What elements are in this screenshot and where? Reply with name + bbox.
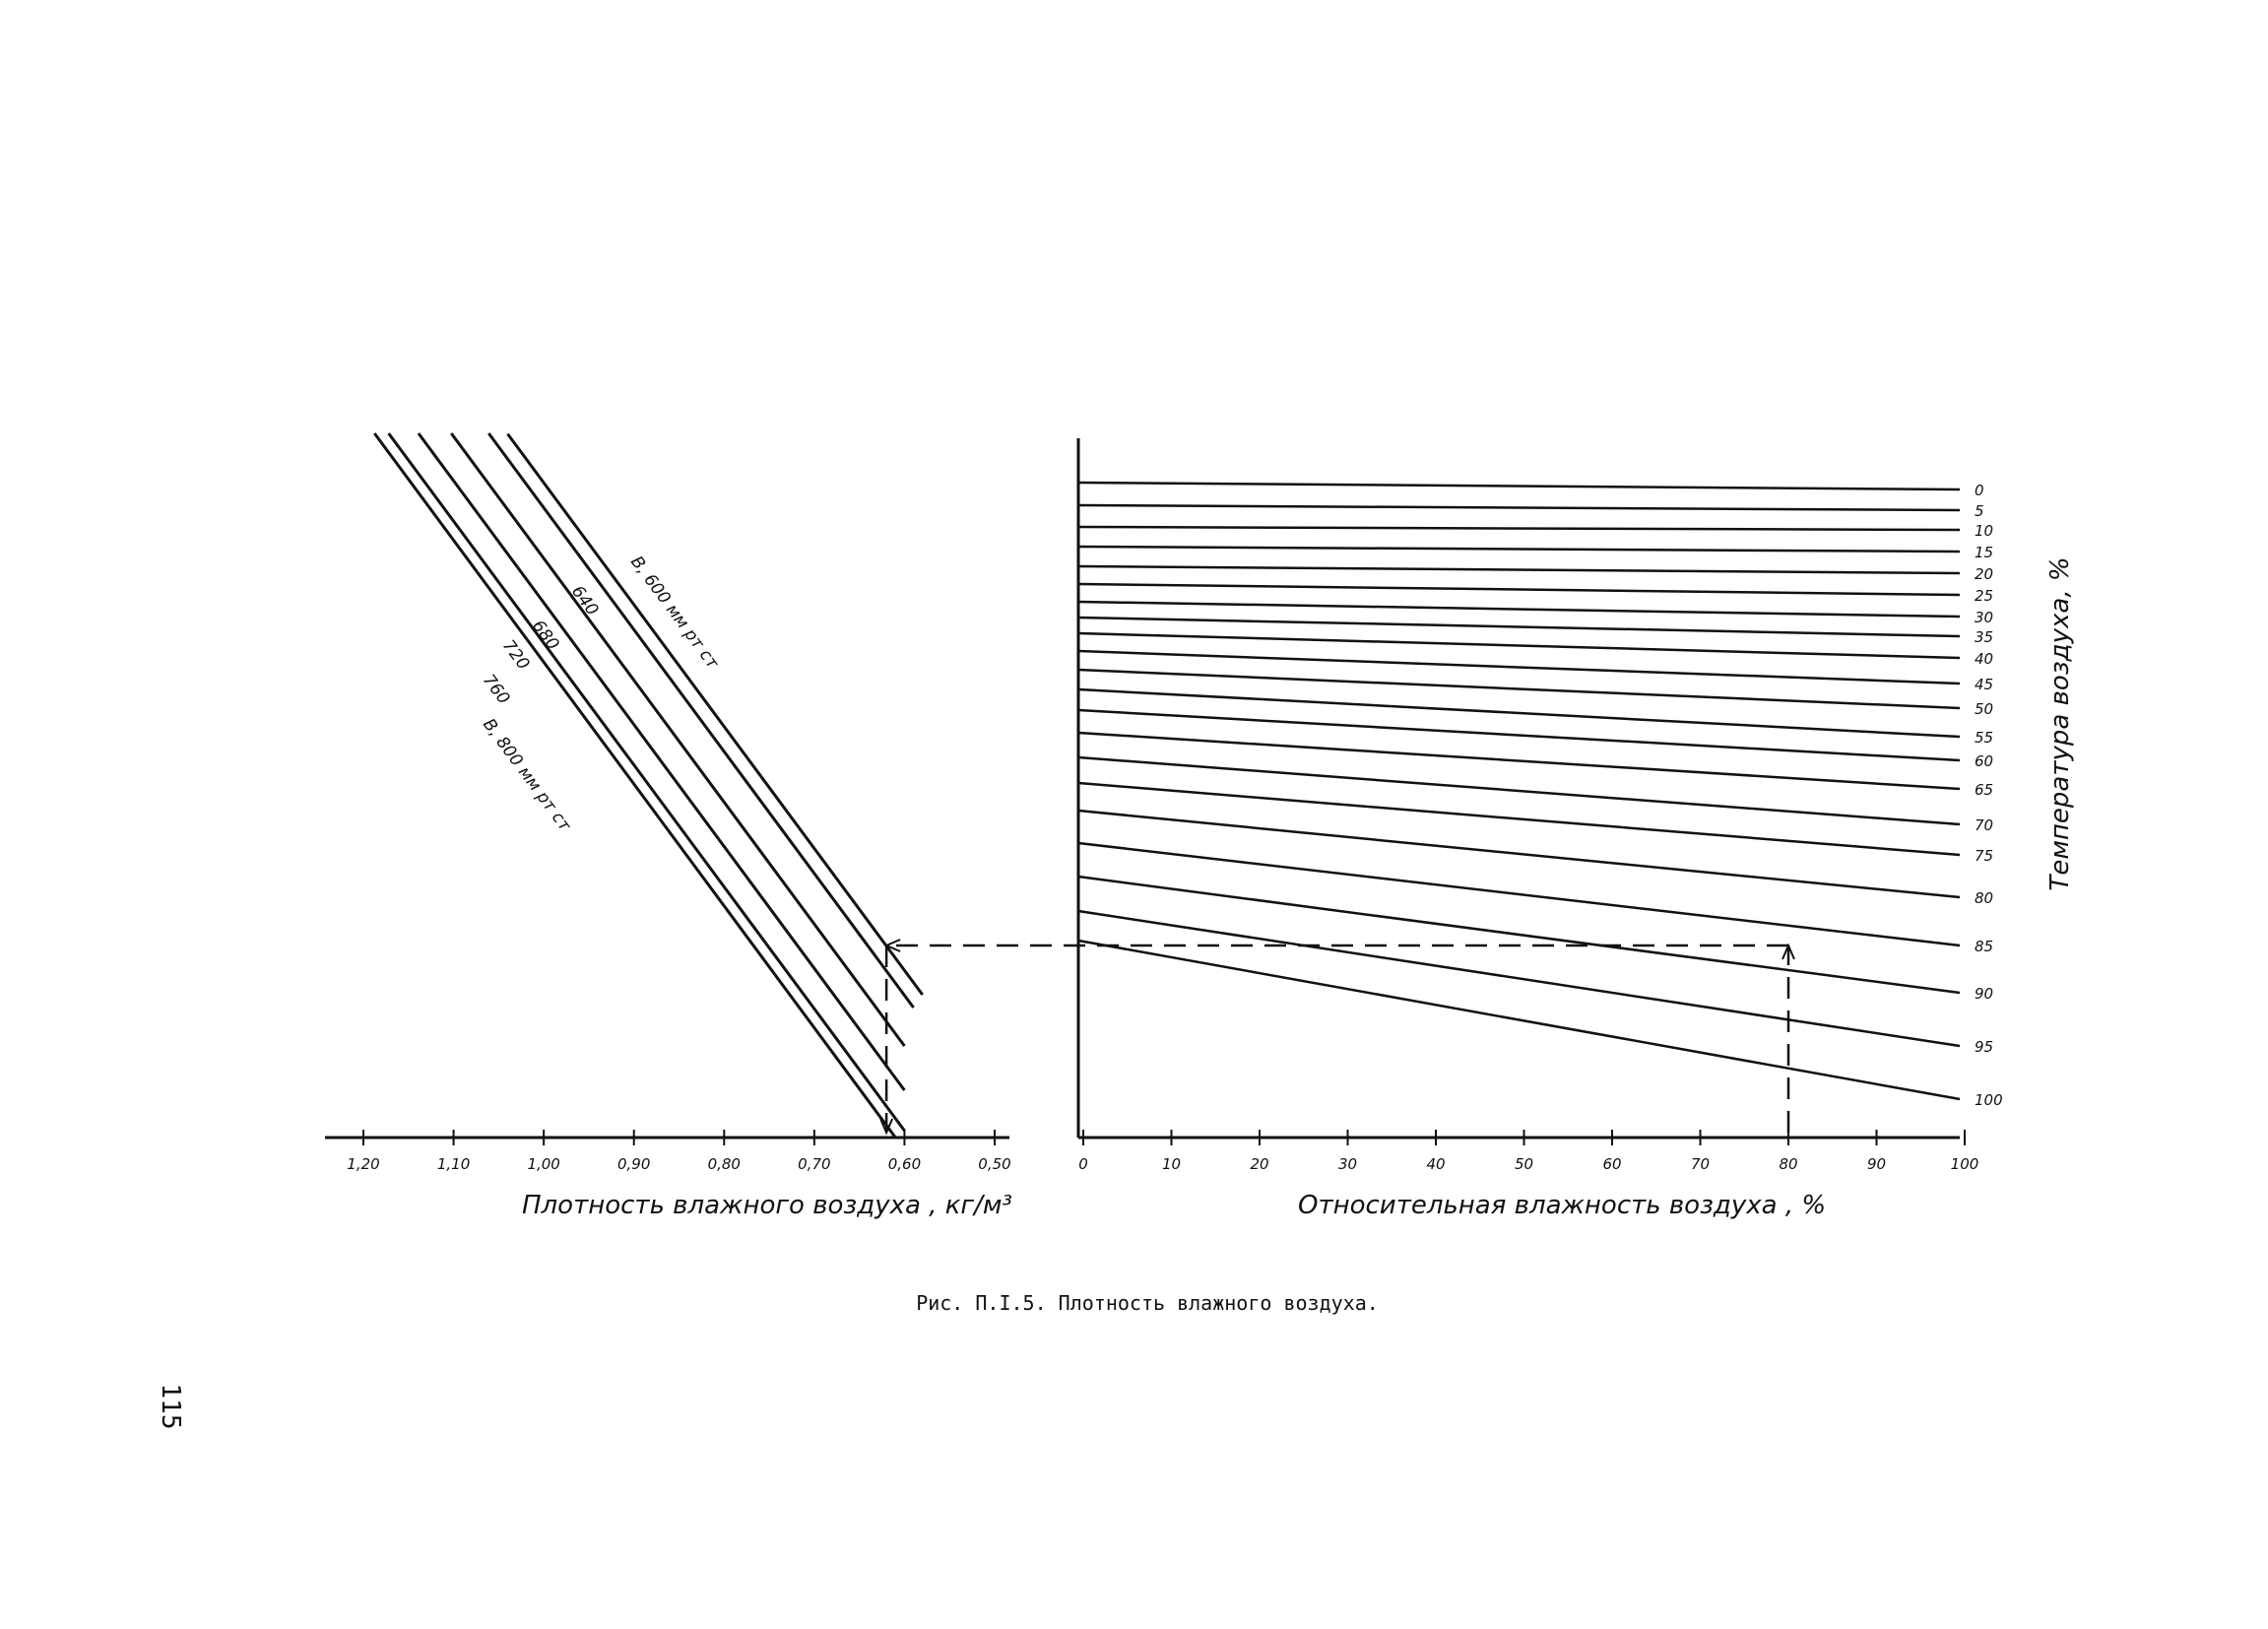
humidity-tick-label: 20: [1250, 1155, 1269, 1173]
humidity-tick-label: 90: [1866, 1155, 1887, 1173]
humidity-panel: [1078, 438, 2075, 1220]
pressure-line: [451, 433, 904, 1046]
temperature-line-labels: [1975, 482, 2003, 1109]
temperature-axis-title: Температура воздуха, %: [2045, 556, 2075, 891]
humidity-tick-label: 70: [1690, 1155, 1711, 1173]
humidity-tick-label: 40: [1426, 1155, 1446, 1173]
temperature-line-label: 45: [1975, 676, 1994, 693]
temperature-line-label: 20: [1975, 565, 1994, 583]
pressure-line-label: 760: [478, 671, 514, 709]
temperature-line-label: 65: [1975, 781, 1994, 799]
humidity-tick-label: 10: [1161, 1155, 1182, 1173]
temperature-line-label: 55: [1975, 729, 1994, 747]
temperature-line: [1078, 941, 1960, 1099]
humidity-tick-label: 50: [1514, 1155, 1534, 1173]
pressure-lines: [374, 433, 922, 1138]
temperature-line-label: 85: [1975, 938, 1994, 955]
humidity-tick-label: 30: [1337, 1155, 1358, 1173]
density-axis-title: Плотность влажного воздуха , кг/м³: [522, 1191, 1012, 1220]
density-panel: [325, 433, 1012, 1220]
density-tick-label: 0,80: [707, 1155, 741, 1173]
temperature-line: [1078, 710, 1960, 760]
example-dashed-path: [880, 940, 1794, 1133]
pressure-line-label: 640: [566, 582, 603, 620]
pressure-line-label: В, 600 мм рт ст: [625, 553, 723, 673]
temperature-line-label: 60: [1975, 752, 1994, 770]
temperature-line-label: 100: [1975, 1091, 2003, 1109]
humidity-tick-label: 0: [1078, 1155, 1088, 1173]
density-tick-label: 0,90: [617, 1155, 651, 1173]
temperature-line: [1078, 618, 1960, 636]
temperature-line-label: 30: [1975, 609, 1994, 626]
pressure-line-label: 720: [497, 636, 534, 675]
temperature-line-label: 70: [1975, 816, 1994, 834]
humidity-tick-label: 60: [1602, 1155, 1622, 1173]
humidity-tick-label: 80: [1779, 1155, 1798, 1173]
temperature-line: [1078, 757, 1960, 824]
pressure-line: [374, 433, 895, 1138]
pressure-line: [508, 434, 923, 995]
pressure-line-label: В, 800 мм рт ст: [478, 715, 575, 835]
temperature-line: [1078, 811, 1960, 897]
pressure-line: [419, 433, 904, 1090]
temperature-line: [1078, 651, 1960, 684]
page-number: 115: [156, 1383, 185, 1430]
humidity-tick-label: 100: [1950, 1155, 1979, 1173]
temperature-line-label: 35: [1975, 628, 1994, 646]
temperature-line: [1078, 689, 1960, 737]
temperature-line-label: 40: [1975, 650, 1994, 668]
density-tick-label: 1,10: [436, 1155, 471, 1173]
temperature-line: [1078, 527, 1960, 530]
density-tick-label: 0,60: [887, 1155, 922, 1173]
temperature-lines: [1078, 483, 1960, 1099]
temperature-line-label: 80: [1975, 889, 1994, 907]
density-tick-label: 0,70: [798, 1155, 831, 1173]
pressure-line: [389, 433, 905, 1131]
temperature-line: [1078, 783, 1960, 855]
temperature-line-label: 25: [1975, 587, 1994, 605]
temperature-line: [1078, 733, 1960, 789]
temperature-line: [1078, 670, 1960, 708]
temperature-line-label: 10: [1975, 522, 1994, 540]
temperature-line-label: 50: [1975, 700, 1994, 718]
temperature-line-label: 0: [1975, 482, 1984, 499]
temperature-line-label: 75: [1975, 847, 1994, 865]
temperature-line: [1078, 602, 1960, 617]
density-tick-label: 0,50: [978, 1155, 1011, 1173]
density-tick-label: 1,20: [347, 1155, 380, 1173]
figure-caption: Рис. П.I.5. Плотность влажного воздуха.: [916, 1291, 1379, 1315]
temperature-line: [1078, 566, 1960, 573]
temperature-line-label: 5: [1975, 502, 1984, 520]
pressure-line-label: 680: [527, 617, 563, 655]
temperature-line: [1078, 584, 1960, 595]
density-tick-label: 1,00: [527, 1155, 560, 1173]
temperature-line: [1078, 505, 1960, 510]
temperature-line-label: 90: [1975, 985, 1994, 1003]
temperature-line: [1078, 483, 1960, 489]
temperature-line: [1078, 633, 1960, 658]
humidity-axis-title: Относительная влажность воздуха , %: [1298, 1191, 1827, 1220]
temperature-line-label: 15: [1975, 544, 1994, 561]
temperature-line-label: 95: [1975, 1038, 1994, 1056]
temperature-line: [1078, 547, 1960, 552]
pressure-line: [488, 433, 913, 1008]
